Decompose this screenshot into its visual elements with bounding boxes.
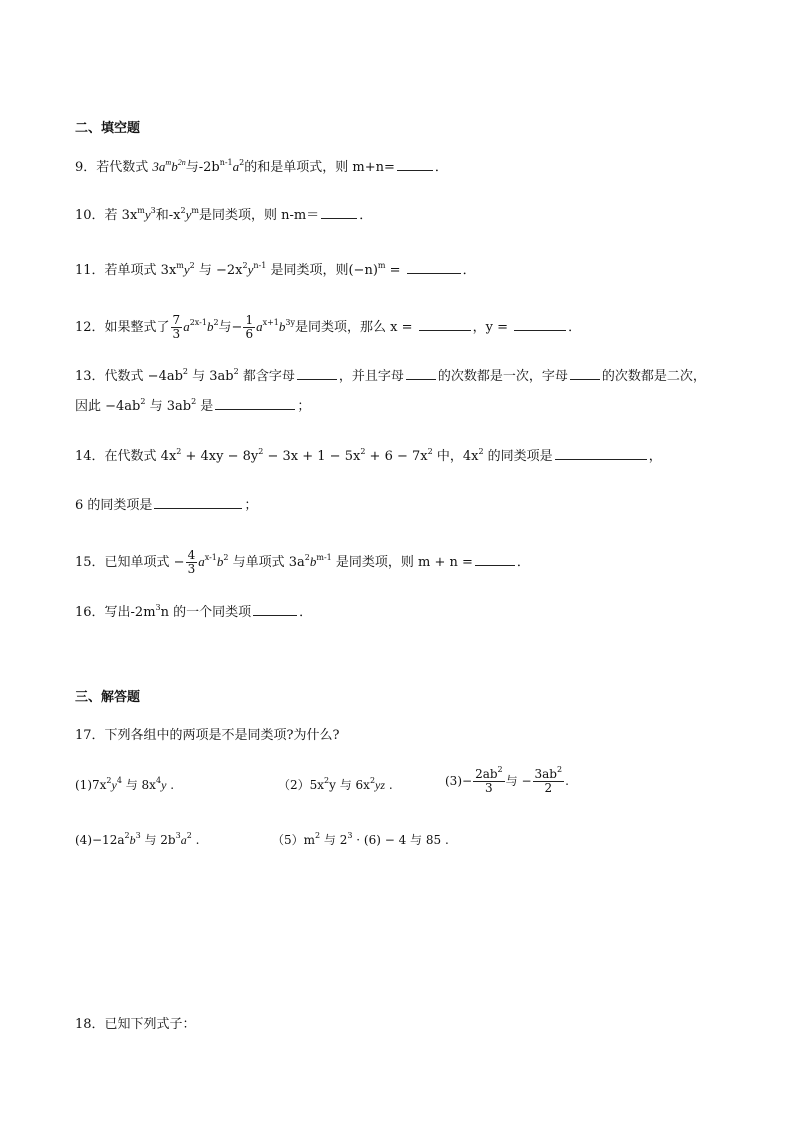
- q12-exp: 3y: [285, 318, 296, 327]
- q14-exp: 2: [360, 447, 366, 456]
- answer-blank[interactable]: [475, 553, 515, 566]
- q17-exp: 2: [324, 776, 330, 785]
- q17-term: (1)7x: [75, 778, 107, 792]
- q17-term: · (6) − 4 与 85: [352, 833, 442, 847]
- q9-term: 3a: [152, 159, 166, 174]
- numerator: 1: [245, 313, 254, 327]
- q17-end: .: [191, 833, 200, 847]
- q15-exp: 2: [223, 553, 229, 562]
- q10-prefix: 10．若 3x: [75, 208, 138, 223]
- q16-exp: 3: [155, 603, 161, 612]
- answer-blank[interactable]: [397, 158, 433, 171]
- q15-exp: m-1: [316, 553, 332, 562]
- q11-exp: m: [176, 261, 184, 270]
- q17-mid: 与 −: [505, 774, 532, 788]
- denominator: 6: [245, 327, 254, 341]
- q11-term: y: [247, 262, 254, 277]
- answer-blank[interactable]: [215, 397, 295, 410]
- question-13-line-2: [75, 397, 310, 416]
- q13-prefix: 因此 −4ab: [75, 399, 141, 414]
- question-12: [75, 314, 581, 341]
- q9-exp: m: [165, 158, 172, 167]
- q11-mid: 与 −2x: [194, 263, 243, 278]
- q12-comma: ，y =: [472, 320, 513, 335]
- q11-prefix: 11．若单项式 3x: [75, 263, 177, 278]
- q11-exp: n-1: [253, 261, 267, 270]
- q17-exp: 4: [155, 776, 162, 785]
- answer-blank[interactable]: [253, 603, 297, 616]
- q15-term: b: [309, 554, 317, 569]
- numerator-text: 3ab: [534, 767, 557, 781]
- q10-exp: m: [137, 206, 145, 215]
- question-17: 17．下列各组中的两项是不是同类项?为什么?: [75, 728, 340, 743]
- q12-term: a: [256, 319, 263, 334]
- question-15: [75, 549, 530, 576]
- answer-blank[interactable]: [406, 367, 436, 380]
- q10-term: y: [144, 207, 151, 222]
- q17-mid: 与 8x: [121, 778, 156, 792]
- q14-term: + 4xy − 8y: [181, 449, 259, 464]
- q13-text: 的次数都是一次，字母: [437, 369, 568, 384]
- q17-end: .: [385, 778, 393, 792]
- q16-suffix: n 的一个同类项: [160, 605, 252, 620]
- q15-prefix: 15．已知单项式 −: [75, 555, 185, 570]
- numerator: [533, 765, 565, 782]
- q11-exp: m: [377, 261, 386, 270]
- q13-end: ；: [297, 399, 311, 414]
- q17-end: .: [166, 778, 175, 792]
- q9-term: a: [232, 159, 240, 174]
- answer-blank[interactable]: [321, 206, 357, 219]
- q15-mid: 与单项式 3a: [228, 555, 305, 570]
- q17-term: y 与 6x: [329, 778, 370, 792]
- q12-exp: 2x-1: [189, 318, 207, 327]
- q13-prefix: 13．代数式 −4ab: [75, 369, 183, 384]
- q13-exp: 2: [191, 397, 197, 406]
- denominator: 3: [485, 781, 493, 795]
- q14-exp: 2: [478, 447, 484, 456]
- q13-exp: 2: [233, 367, 239, 376]
- q17-term: yz: [375, 778, 386, 792]
- q9-term: b: [171, 159, 178, 174]
- q17-exp: 3: [135, 831, 141, 840]
- q9-exp: 2: [239, 158, 245, 167]
- q14-prefix: 14．在代数式 4x: [75, 449, 177, 464]
- answer-blank[interactable]: [555, 447, 647, 460]
- q13-text: 是: [196, 399, 214, 414]
- q17-exp: 2: [315, 831, 321, 840]
- q17-exp: 4: [116, 776, 122, 785]
- q14-end: ；: [244, 498, 258, 513]
- q11-eq: =: [385, 263, 405, 278]
- q17-term: a: [180, 833, 187, 847]
- q17-term: y: [111, 778, 117, 792]
- q14-exp: 2: [176, 447, 182, 456]
- q15-end: ．: [516, 555, 530, 570]
- question-17-part-3: [445, 765, 569, 795]
- question-13-line-1: [75, 367, 706, 386]
- q17-term: (3)−: [445, 774, 473, 788]
- q17-exp: 2: [106, 776, 112, 785]
- q12-term: a: [183, 319, 190, 334]
- q13-text: 的次数都是二次，: [601, 369, 706, 384]
- q15-suffix: 是同类项，则 m + n =: [331, 555, 473, 570]
- q11-term: y: [183, 262, 190, 277]
- fraction: [243, 314, 255, 341]
- q13-exp: 2: [182, 367, 189, 376]
- q12-suffix: 是同类项，那么 x =: [295, 320, 417, 335]
- q13-text: ，并且字母: [338, 369, 404, 384]
- numerator: 7: [172, 313, 181, 327]
- fraction: [171, 314, 183, 341]
- numerator: 4: [187, 548, 196, 562]
- q12-term: b: [206, 319, 214, 334]
- numerator: [473, 765, 505, 782]
- q11-suffix: 是同类项，则(−n): [266, 263, 378, 278]
- q13-text: 都含字母: [238, 369, 295, 384]
- answer-blank-y[interactable]: [514, 318, 566, 331]
- q14-exp: 2: [258, 447, 264, 456]
- question-14-line-1: [75, 447, 662, 466]
- numerator-exp: 2: [557, 765, 563, 774]
- q17-term: （2）5x: [278, 778, 325, 792]
- question-17-part-2: [278, 776, 393, 794]
- q10-suffix: 是同类项，则 n-m＝: [198, 208, 320, 223]
- answer-blank-x[interactable]: [419, 318, 471, 331]
- answer-blank[interactable]: [407, 261, 461, 274]
- q12-prefix: 12．如果整式了: [75, 320, 170, 335]
- q17-exp: 2: [124, 831, 130, 840]
- q15-term: b: [216, 554, 224, 569]
- q9-prefix: 9．若代数式: [75, 160, 153, 175]
- q12-term: b: [278, 319, 286, 334]
- q14-text: 的同类项是: [483, 449, 553, 464]
- q14-term: + 6 − 7x: [365, 449, 428, 464]
- q11-end: ．: [462, 263, 476, 278]
- q17-exp: 3: [347, 831, 353, 840]
- question-10: [75, 206, 372, 225]
- question-17-part-4: [75, 831, 199, 849]
- answer-blank[interactable]: [570, 367, 600, 380]
- section-solve-title: 三、解答题: [75, 690, 141, 705]
- answer-blank[interactable]: [297, 367, 337, 380]
- denominator: 2: [544, 781, 553, 795]
- question-9: [75, 158, 448, 177]
- denominator: 3: [187, 562, 196, 576]
- q9-exp: 2n: [177, 158, 186, 167]
- q17-term: （5）m: [272, 833, 316, 847]
- q13-mid: 与 3ab: [145, 399, 192, 414]
- q17-exp: 2: [369, 776, 376, 785]
- fraction: [473, 765, 505, 795]
- q17-mid: 与 2b: [140, 833, 176, 847]
- section-fill-in-title: 二、填空题: [75, 121, 141, 136]
- q15-exp: x-1: [204, 553, 217, 562]
- q14-term: 中，4x: [432, 449, 479, 464]
- question-17-part-5: [272, 831, 449, 849]
- question-18: 18．已知下列式子：: [75, 1017, 196, 1032]
- numerator-exp: 2: [497, 765, 503, 774]
- q10-term: y: [185, 207, 192, 222]
- q16-end: ．: [299, 605, 313, 620]
- q17-end: .: [565, 774, 569, 788]
- q17-mid: 与 2: [320, 833, 348, 847]
- q12-end: ．: [568, 320, 582, 335]
- q17-end: .: [441, 833, 449, 847]
- q10-mid: 和-x: [155, 208, 181, 223]
- question-17-part-1: [75, 776, 174, 794]
- q11-exp: 2: [242, 261, 248, 270]
- question-14-line-2: [75, 496, 257, 515]
- q14-end: ，: [648, 449, 662, 464]
- q10-end: ．: [359, 208, 373, 223]
- q12-exp: 2: [213, 318, 219, 327]
- q10-exp: 2: [180, 206, 186, 215]
- q17-term: b: [129, 833, 136, 847]
- q13-mid: 与 3ab: [188, 369, 234, 384]
- q9-suffix: 的和是单项式，则 m+n=: [244, 160, 395, 175]
- q11-exp: 2: [189, 261, 195, 270]
- q17-exp: 3: [175, 831, 181, 840]
- q17-term: (4)−12a: [75, 833, 125, 847]
- q10-exp: 3: [150, 206, 156, 215]
- q15-exp: 2: [304, 553, 310, 562]
- q17-term: y: [161, 778, 167, 792]
- q9-end: ．: [434, 160, 448, 175]
- q16-prefix: 16．写出-2m: [75, 605, 156, 620]
- q9-mid: 与-2b: [185, 160, 220, 175]
- denominator: 3: [172, 327, 181, 341]
- q14-exp: 2: [427, 447, 433, 456]
- q9-exp: n-1: [219, 158, 233, 167]
- fraction: [533, 765, 565, 795]
- q10-exp: m: [191, 206, 199, 215]
- fraction: [186, 549, 198, 576]
- answer-blank[interactable]: [154, 496, 242, 509]
- q14-term: − 3x + 1 − 5x: [263, 449, 361, 464]
- question-16: [75, 603, 312, 622]
- q15-term: a: [198, 554, 205, 569]
- q14-prefix: 6 的同类项是: [75, 498, 153, 513]
- numerator-text: 2ab: [475, 767, 498, 781]
- question-11: [75, 261, 476, 280]
- q17-exp: 2: [186, 831, 192, 840]
- q12-exp: x+1: [262, 318, 279, 327]
- q13-exp: 2: [140, 397, 146, 406]
- q12-mid: 与−: [218, 320, 243, 335]
